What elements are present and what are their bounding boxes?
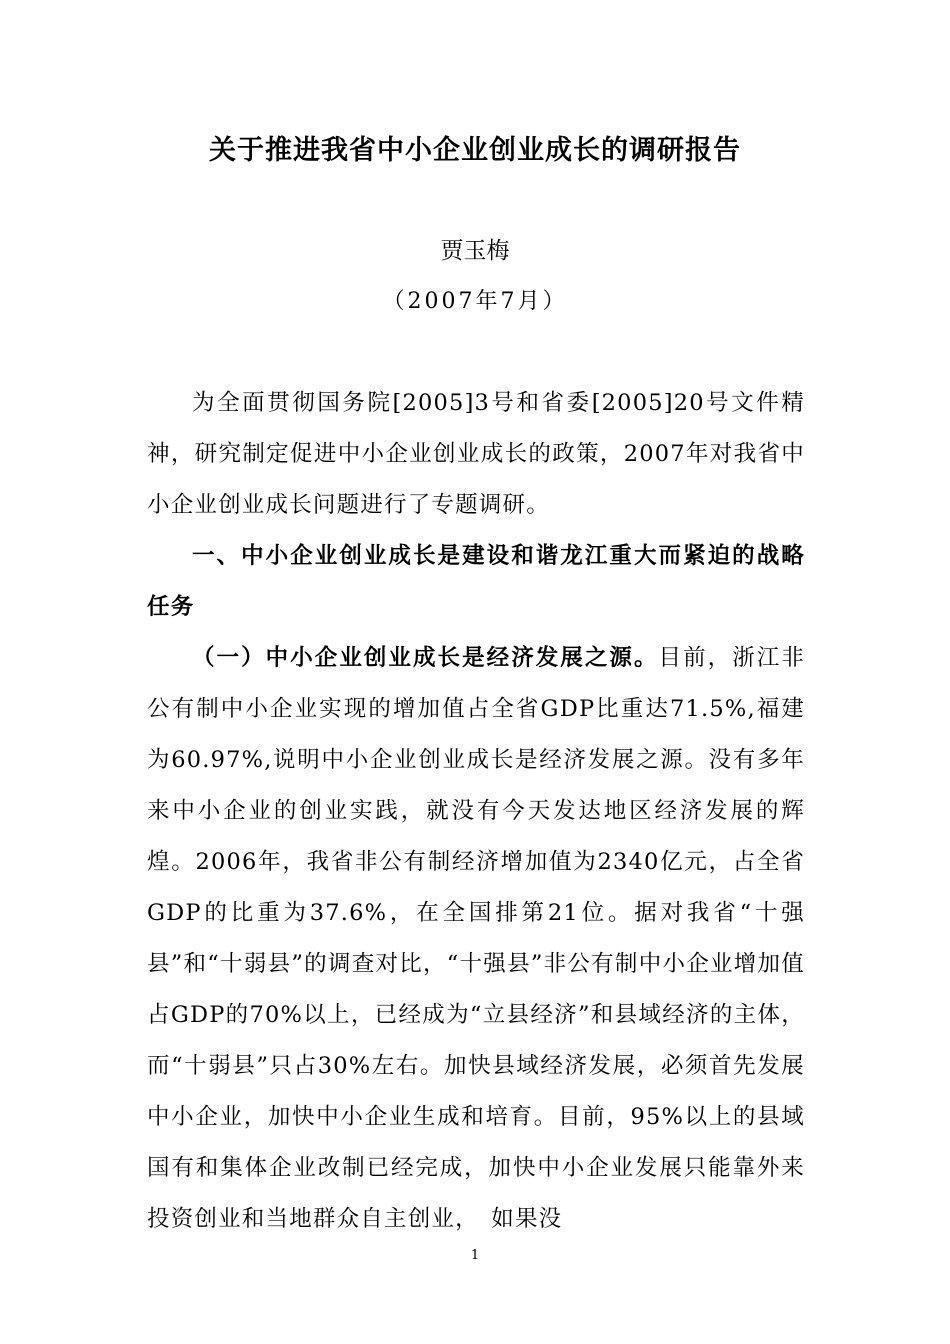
document-date: （2007年7月）: [382, 289, 568, 314]
subsection-body: 目前，浙江非公有制中小企业实现的增加值占全省GDP比重达71.5%,福建为60.97%,说明中小企业创业成长是经济发展之源。没有多年来中小企业的创业实践，就没有今天发达地区经济发展的辉煌。2006年，我省非公有制经济增加值为2340亿元，占全省GDP的比重为37.6%，在全国排第21位。据对我省“十强县”和“十弱县”的调查对比，“十强县”非公有制中小企业增加值占GDP的70%以上，已经成为“立县经济”和县域经济的主体，而“十弱县”只占30%左右。加快县域经济发展，必须首先发展中小企业，加快中小企业生成和培育。目前，95%以上的县域国有和集体企业改制已经完成，加快中小企业发展只能靠外来投资创业和当地群众自主创业， 如果没: [147, 645, 805, 1232]
document-title: 关于推进我省中小企业创业成长的调研报告: [209, 135, 741, 166]
intro-paragraph: 为全面贯彻国务院[2005]3号和省委[2005]20号文件精神，研究制定促进中小企业创业成长的政策，2007年对我省中小企业创业成长问题进行了专题调研。: [147, 390, 805, 518]
document-author: 贾玉梅: [440, 238, 510, 264]
page-number: 1: [470, 1248, 480, 1263]
section-heading: 一、中小企业创业成长是建设和谐龙江重大而紧迫的战略任务: [147, 543, 805, 620]
subsection-paragraph: [147, 633, 805, 1245]
subsection-lead: （一）中小企业创业成长是经济发展之源。: [192, 645, 659, 671]
document-body: [147, 378, 805, 1245]
